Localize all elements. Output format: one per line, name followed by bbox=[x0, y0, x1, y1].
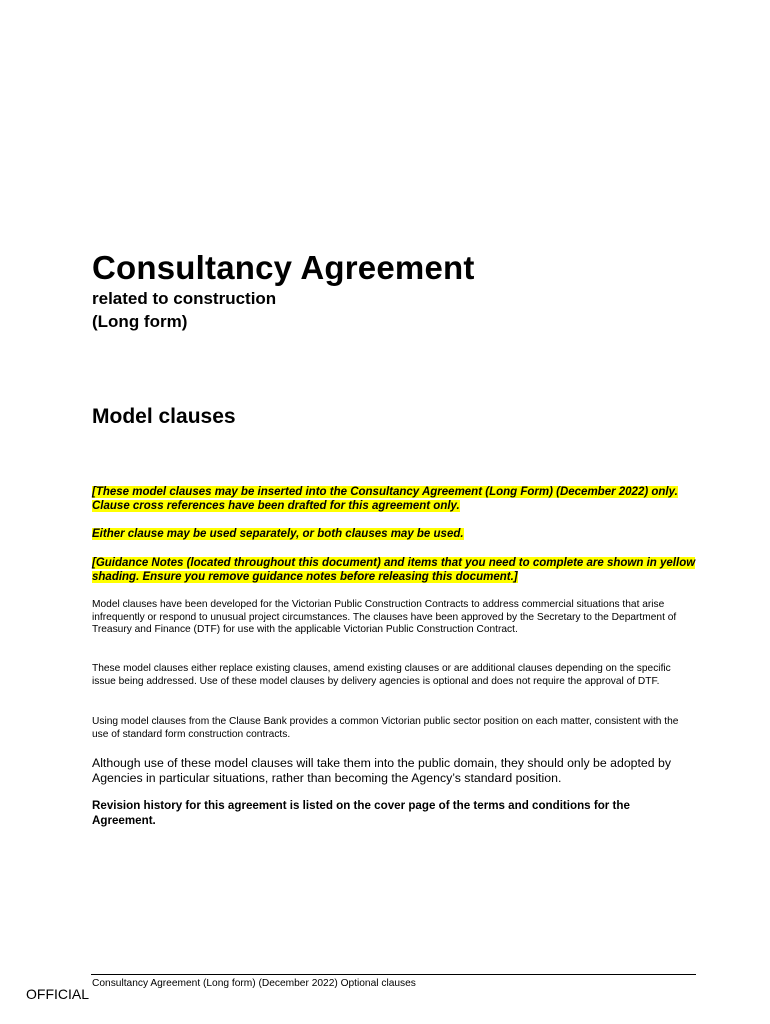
classification-label: OFFICIAL bbox=[26, 986, 90, 1002]
guidance-note-2 bbox=[92, 527, 696, 541]
revision-history-note: Revision history for this agreement is listed on the cover page of the terms and conditions for the Agreement. bbox=[92, 799, 630, 827]
subtitle-line-2: (Long form) bbox=[92, 312, 188, 331]
body-paragraph-3: Using model clauses from the Clause Bank provides a common Victorian public sector position on each matter, consistent with the use of standard form construction contracts. bbox=[92, 716, 679, 740]
footer-divider bbox=[91, 974, 696, 975]
guidance-note-3 bbox=[92, 556, 696, 584]
guidance-note-1 bbox=[92, 485, 696, 513]
guidance-note-3-text: [Guidance Notes (located throughout this document) and items that you need to complete are shown in yellow shading. Ensure you remove guidance notes before releasing this document.] bbox=[92, 557, 696, 583]
body-paragraph-1: Model clauses have been developed for the Victorian Public Construction Contracts to address commercial situations that arise infrequently or respond to unusual project circumstances. The clauses have been approved by the Secretary to the Department of Treasury and Finance (DTF) for use with the applicable Victorian Public Construction Contract. bbox=[92, 599, 677, 636]
footer-text: Consultancy Agreement (Long form) (December 2022) Optional clauses bbox=[92, 978, 416, 989]
subtitle-line-1: related to construction bbox=[92, 289, 277, 308]
body-paragraph-4: Although use of these model clauses will take them into the public domain, they should only be adopted by Agencies in particular situations, rather than becoming the Agency’s standard position. bbox=[92, 756, 671, 785]
document-title: Consultancy Agreement bbox=[92, 249, 475, 286]
section-heading: Model clauses bbox=[92, 405, 236, 428]
body-paragraph-2: These model clauses either replace existing clauses, amend existing clauses or are additional clauses depending on the specific issue being addressed. Use of these model clauses by delivery agencies is optional and does not require the approval of DTF. bbox=[92, 663, 671, 687]
document-subtitle bbox=[92, 287, 276, 333]
guidance-note-2-text: Either clause may be used separately, or both clauses may be used. bbox=[92, 528, 464, 540]
guidance-note-1-text: [These model clauses may be inserted into the Consultancy Agreement (Long Form) (December 2022) only. Clause cross references have been drafted for this agreement only. bbox=[92, 486, 678, 512]
